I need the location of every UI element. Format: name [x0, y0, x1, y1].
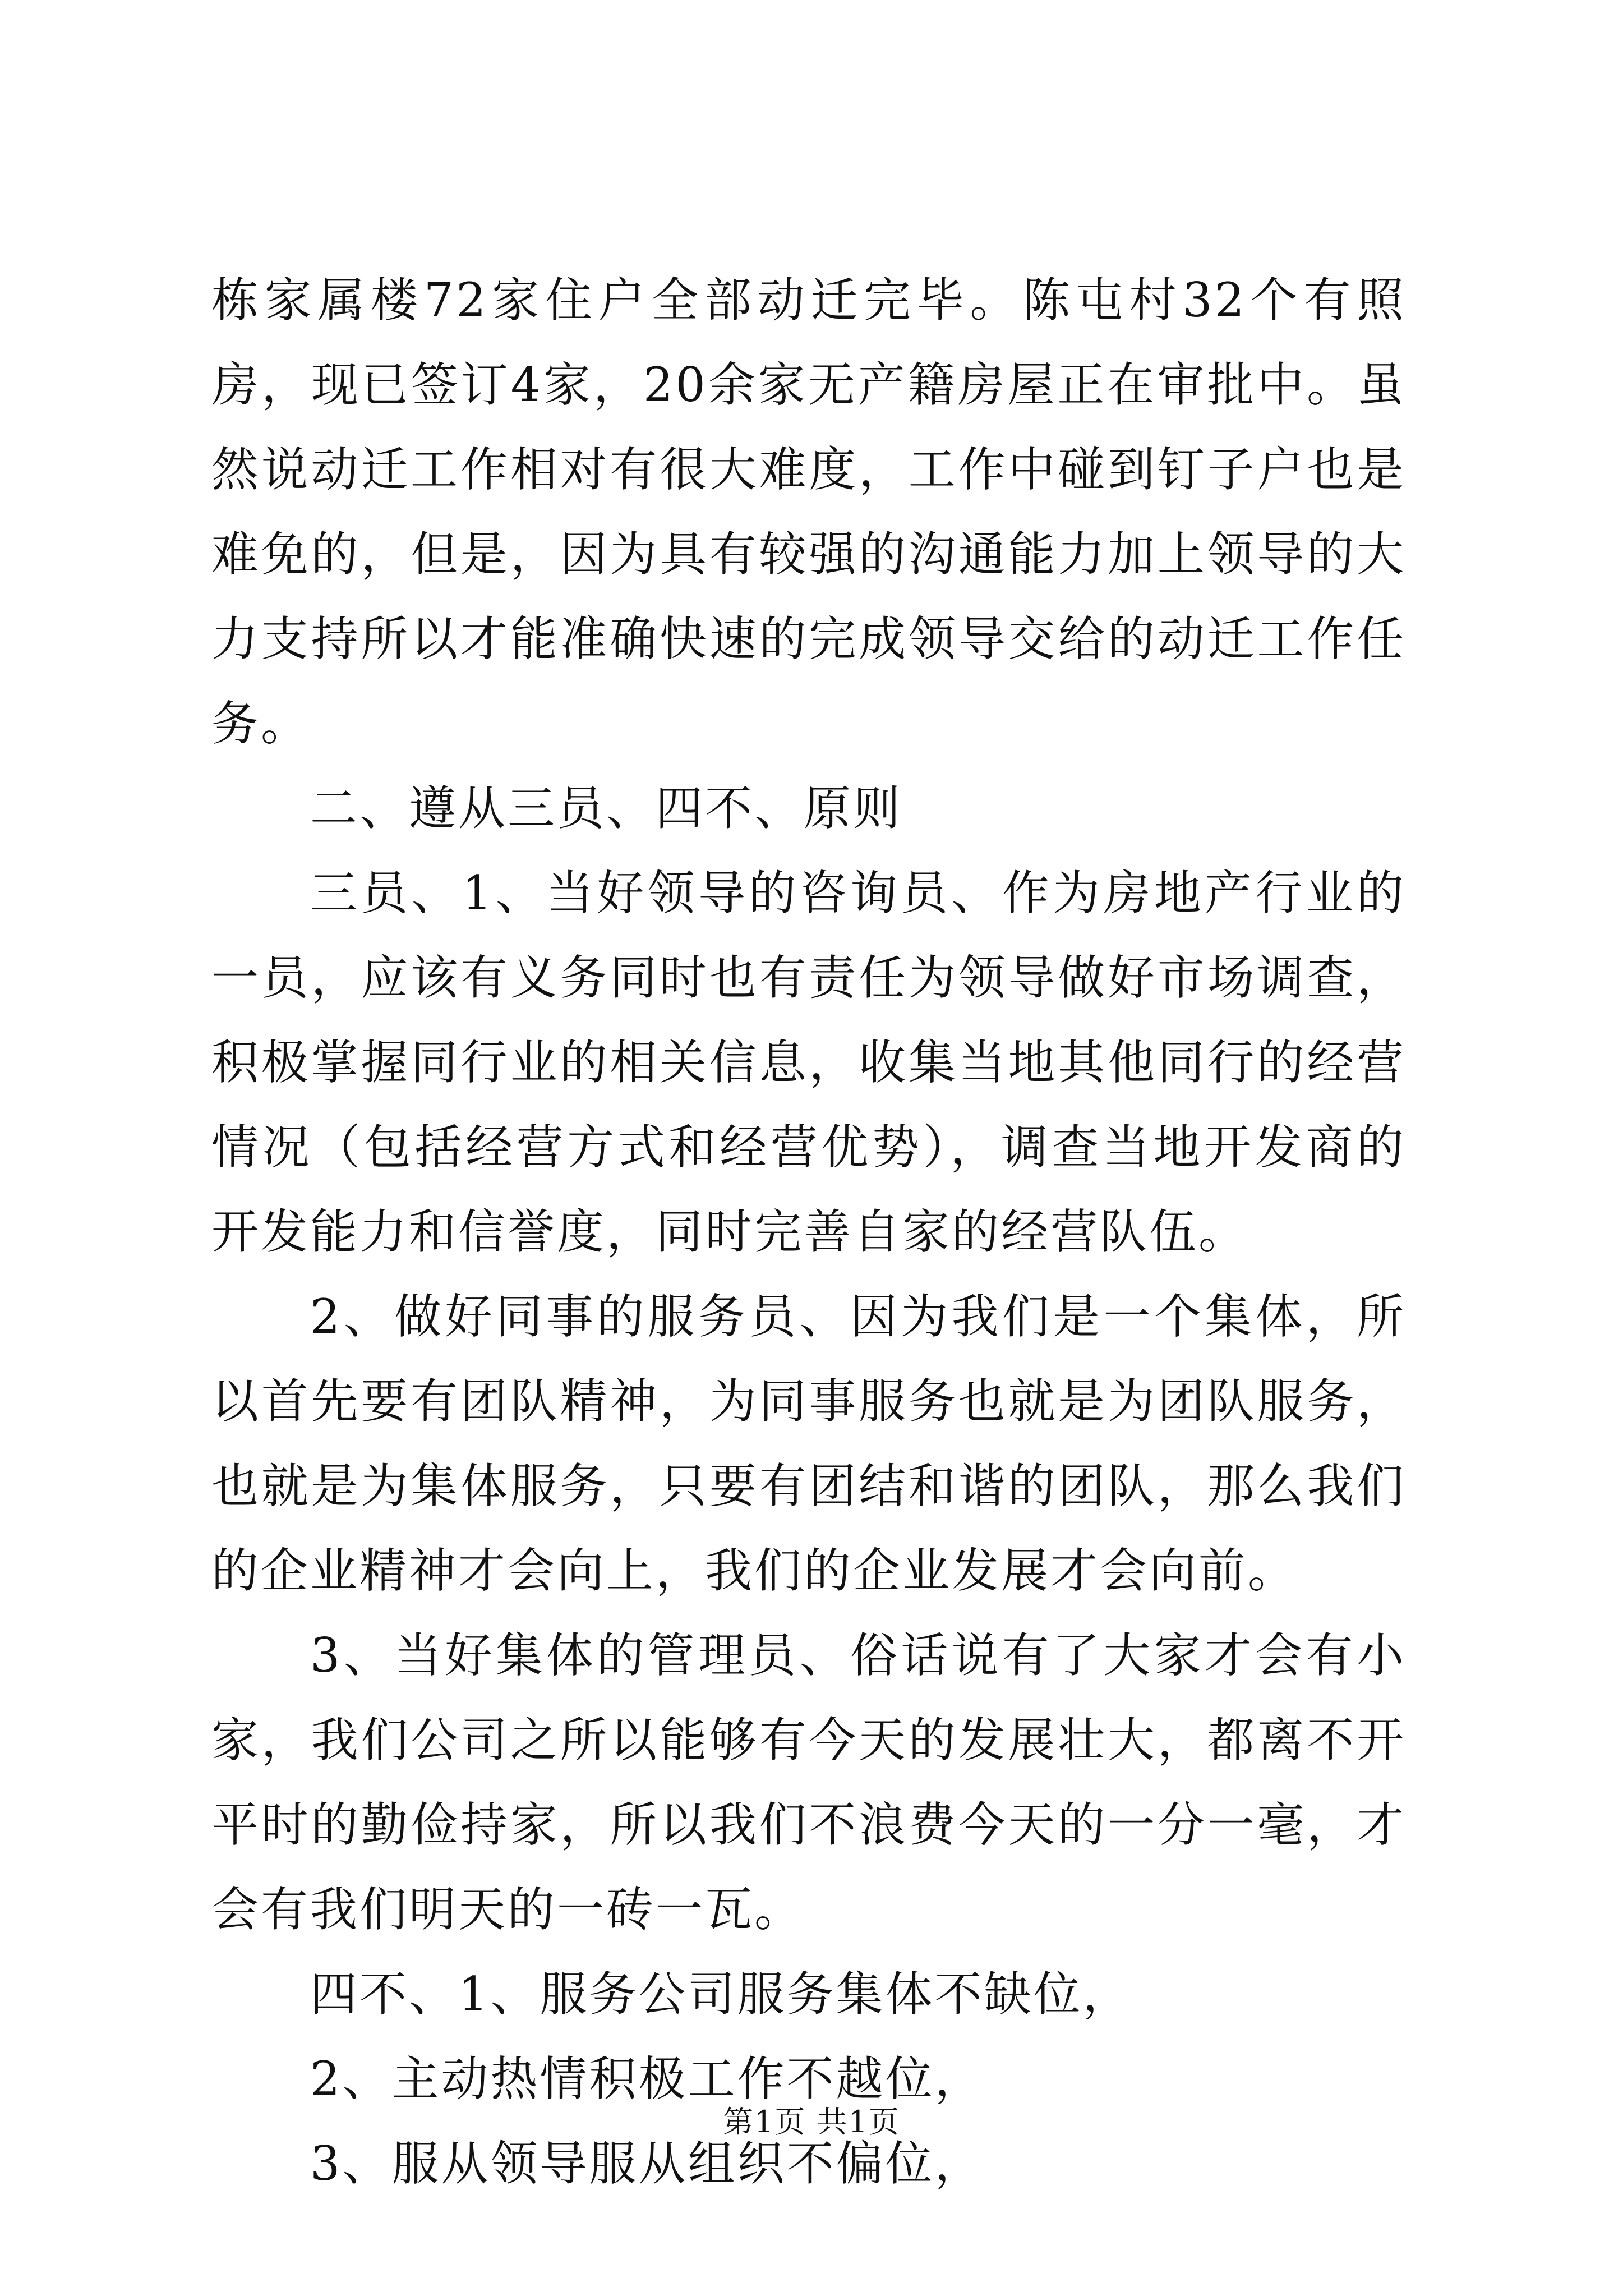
- paragraph-consultant: 三员、1、当好领导的咨询员、作为房地产行业的一员，应该有义务同时也有责任为领导做好市场调查，积极掌握同行业的相关信息，收集当地其他同行的经营情况（包括经营方式和经营优势），调查当地开发商的开发能力和信誉度，同时完善自家的经营队伍。: [211, 866, 1406, 1259]
- section-heading-principles: 二、遵从三员、四不、原则: [310, 781, 903, 836]
- paragraph-service: 2、做好同事的服务员、因为我们是一个集体，所以首先要有团队精神，为同事服务也就是为团队服务，也就是为集体服务，只要有团结和谐的团队，那么我们的企业精神才会向上，我们的企业发展才会向前。: [211, 1289, 1406, 1598]
- page-footer: 第1页 共1页: [723, 2104, 900, 2139]
- list-item-four-no-1: 四不、1、服务公司服务集体不缺位，: [310, 1967, 1132, 2022]
- document-body: [211, 258, 1406, 2206]
- list-item-four-no-2: 2、主动热情积极工作不越位，: [310, 2051, 984, 2106]
- paragraph-continuation: 栋家属楼72家住户全部动迁完毕。陈屯村32个有照房，现已签订4家，20余家无产籍房屋正在审批中。虽然说动迁工作相对有很大难度，工作中碰到钉子户也是难免的，但是，因为具有较强的沟通能力加上领导的大力支持所以才能准确快速的完成领导交给的动迁工作任务。: [211, 273, 1406, 751]
- paragraph-manager: 3、当好集体的管理员、俗话说有了大家才会有小家，我们公司之所以能够有今天的发展壮大，都离不开平时的勤俭持家，所以我们不浪费今天的一分一毫，才会有我们明天的一砖一瓦。: [211, 1628, 1406, 1937]
- list-item-four-no-3: 3、服从领导服从组织不偏位，: [310, 2136, 984, 2191]
